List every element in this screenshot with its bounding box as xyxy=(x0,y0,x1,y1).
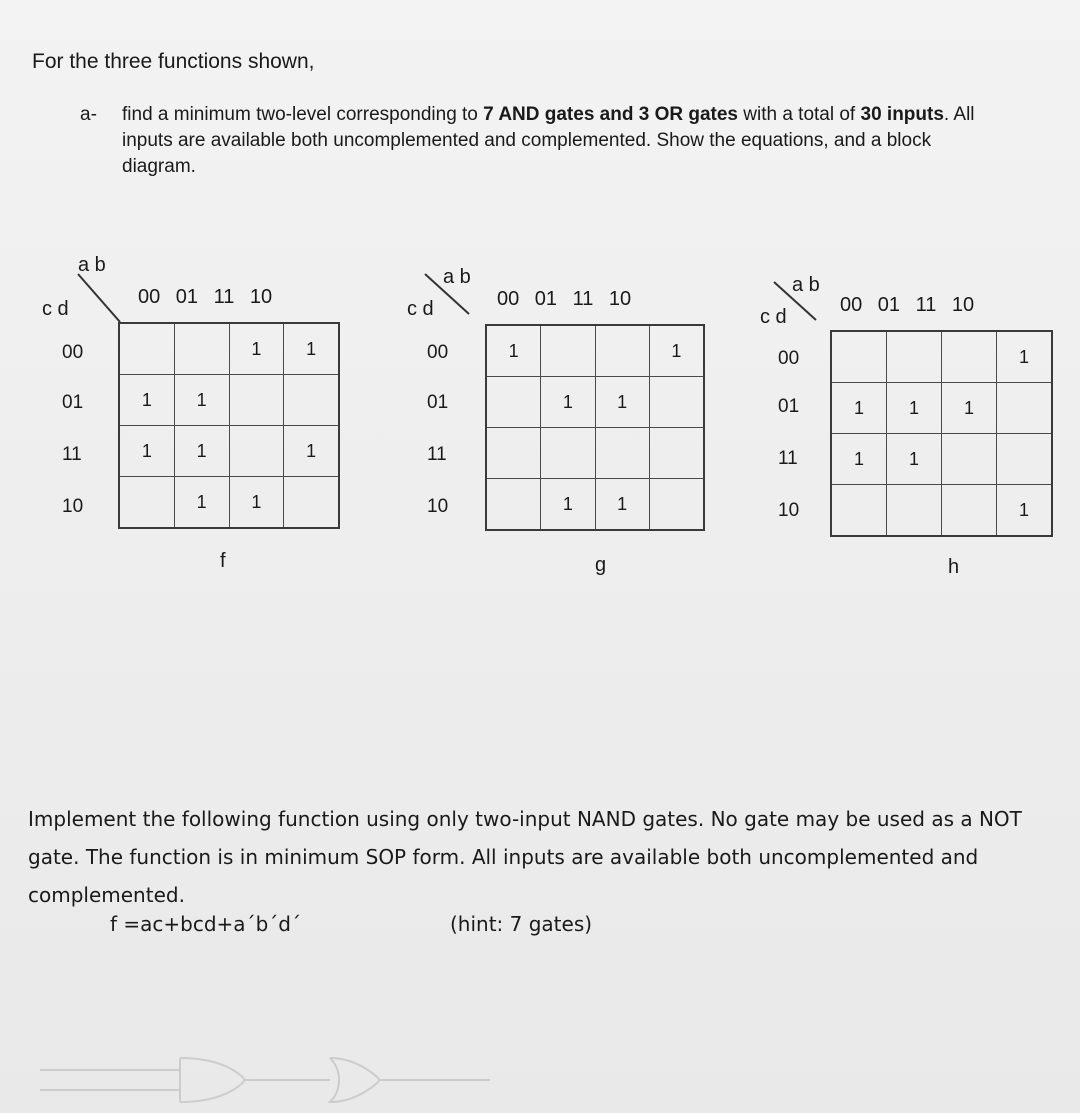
kmap-diagonal xyxy=(423,270,483,320)
kmap-cell xyxy=(942,485,997,537)
kmap-cell: 1 xyxy=(887,383,942,434)
kmap-row-label: 00 xyxy=(427,342,449,363)
kmap-cell xyxy=(649,428,704,479)
kmap-cell xyxy=(997,383,1053,434)
kmap-diagonal xyxy=(772,278,832,328)
kmap-cell xyxy=(284,375,339,426)
kmap-row-label: 01 xyxy=(62,392,84,413)
kmap-col-headers: 00 01 11 10 xyxy=(497,288,632,310)
kmap-cell xyxy=(174,323,229,375)
question-nand-text: Implement the following function using only two-input NAND gates. No gate may be used as a NOT gate. The function is in minimum SOP form. All inputs are available both uncomplemented and complemented. xyxy=(28,807,1022,907)
kmap-cell: 1 xyxy=(831,434,887,485)
qa-text-2: with a total of xyxy=(737,104,861,125)
faint-gate-sketch xyxy=(30,1050,510,1110)
kmap-col-headers: 00 01 11 10 xyxy=(138,286,273,308)
kmap-cell xyxy=(119,477,174,529)
kmap-cell: 1 xyxy=(229,323,284,375)
kmap-cell xyxy=(997,434,1053,485)
kmap-cell: 1 xyxy=(119,426,174,477)
kmap-cell: 1 xyxy=(541,479,595,531)
kmap-col-headers: 00 01 11 10 xyxy=(840,294,975,316)
kmap-cd-label: c d xyxy=(42,298,69,320)
kmap-cell: 1 xyxy=(119,375,174,426)
kmap-function-name: f xyxy=(220,550,226,572)
kmap-cell: 1 xyxy=(284,323,339,375)
kmap-cell xyxy=(229,375,284,426)
qa-bold-inputs: 30 inputs xyxy=(860,104,944,125)
kmap-cell xyxy=(649,479,704,531)
qa-bold-gates: 7 AND gates and 3 OR gates xyxy=(483,104,738,125)
kmap-cell xyxy=(486,479,541,531)
kmap-row-label: 10 xyxy=(778,500,800,521)
kmap-grid xyxy=(118,322,340,529)
kmap-cell xyxy=(942,331,997,383)
kmap-diagonal xyxy=(74,270,134,330)
kmap-cell: 1 xyxy=(997,331,1053,383)
kmap-cell: 1 xyxy=(887,434,942,485)
kmap-cd-label: c d xyxy=(407,298,434,320)
intro-text: For the three functions shown, xyxy=(32,50,315,73)
kmap-row-label: 10 xyxy=(427,496,449,517)
kmap-cell xyxy=(486,377,541,428)
kmap-cell: 1 xyxy=(997,485,1053,537)
kmap-row-label: 00 xyxy=(778,348,800,369)
kmap-cell: 1 xyxy=(174,375,229,426)
kmap-row-label: 01 xyxy=(778,396,800,417)
kmap-function-name: g xyxy=(595,554,607,576)
kmap-ab-label: a b xyxy=(78,254,106,276)
kmap-grid xyxy=(485,324,705,531)
kmap-cd-label: c d xyxy=(760,306,787,328)
kmap-row-label: 01 xyxy=(427,392,449,413)
kmap-cell xyxy=(831,485,887,537)
kmap-cell xyxy=(887,331,942,383)
kmap-cell xyxy=(942,434,997,485)
question-a-letter: a- xyxy=(80,104,97,125)
kmap-cell: 1 xyxy=(595,377,649,428)
kmap-cell: 1 xyxy=(174,426,229,477)
kmap-row-label: 11 xyxy=(427,444,447,465)
kmap-cell xyxy=(887,485,942,537)
kmap-cell: 1 xyxy=(942,383,997,434)
kmap-h xyxy=(758,272,1058,592)
kmap-row-label: 00 xyxy=(62,342,84,363)
kmap-cell xyxy=(284,477,339,529)
kmap-cell xyxy=(595,428,649,479)
kmap-ab-label: a b xyxy=(792,274,820,296)
kmap-row-label: 11 xyxy=(778,448,798,469)
question-a-text xyxy=(122,102,982,180)
kmap-function-name: h xyxy=(948,556,960,578)
kmap-cell: 1 xyxy=(541,377,595,428)
kmap-row-label: 11 xyxy=(62,444,82,465)
kmap-cell: 1 xyxy=(595,479,649,531)
kmap-g xyxy=(405,262,705,582)
hint-text: (hint: 7 gates) xyxy=(450,912,593,936)
kmap-cell: 1 xyxy=(831,383,887,434)
kmap-cell xyxy=(541,428,595,479)
kmap-cell: 1 xyxy=(649,325,704,377)
function-expression: f =ac+bcd+a´b´d´ xyxy=(110,912,301,936)
kmap-cell xyxy=(649,377,704,428)
kmap-cell: 1 xyxy=(174,477,229,529)
kmap-cell xyxy=(541,325,595,377)
qa-text-3: . All inputs are available both uncomplemented and complemented. Show the equations, and a block diagram. xyxy=(122,104,975,177)
kmap-f xyxy=(40,250,340,570)
kmap-cell xyxy=(831,331,887,383)
kmap-cell xyxy=(595,325,649,377)
kmap-grid xyxy=(830,330,1053,537)
kmap-cell: 1 xyxy=(486,325,541,377)
kmap-cell xyxy=(486,428,541,479)
kmap-cell: 1 xyxy=(229,477,284,529)
kmap-ab-label: a b xyxy=(443,266,471,288)
kmap-cell: 1 xyxy=(284,426,339,477)
kmap-row-label: 10 xyxy=(62,496,84,517)
kmap-cell xyxy=(119,323,174,375)
qa-text-1: find a minimum two-level corresponding to xyxy=(122,104,484,125)
kmap-cell xyxy=(229,426,284,477)
